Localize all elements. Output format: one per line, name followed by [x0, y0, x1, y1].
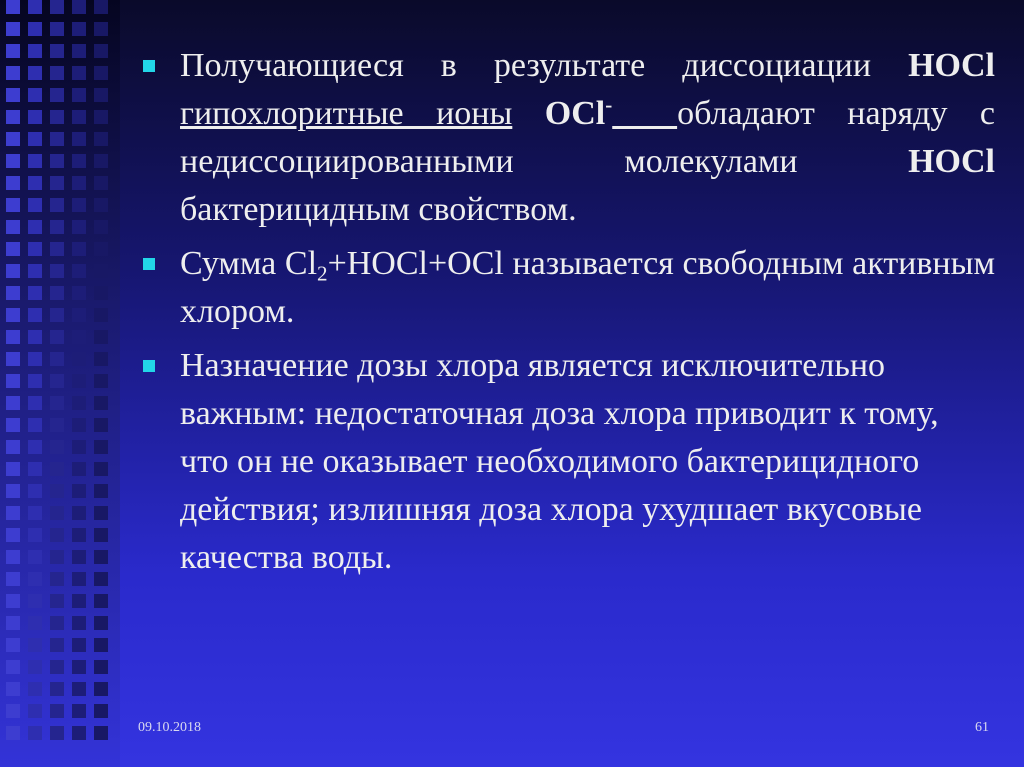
decorative-square: [72, 616, 86, 630]
decorative-square: [6, 286, 20, 300]
decorative-square: [94, 308, 108, 322]
square-column: [28, 0, 46, 748]
bullet-item-3: [140, 342, 950, 582]
bullet2-text-2: +HOCl+OCl называется свободным активным хлором.: [180, 245, 995, 330]
decorative-square: [94, 198, 108, 212]
decorative-square: [72, 352, 86, 366]
decorative-square: [6, 462, 20, 476]
decorative-square: [94, 132, 108, 146]
decorative-square: [50, 352, 64, 366]
decorative-square: [94, 660, 108, 674]
decorative-square: [6, 396, 20, 410]
decorative-square: [72, 44, 86, 58]
decorative-square: [50, 0, 64, 14]
square-column: [72, 0, 90, 748]
ocl-term: OCl: [544, 95, 606, 132]
decorative-square: [72, 286, 86, 300]
bullet3-text: Назначение дозы хлора является исключительно важным: недостаточная доза хлора приводит к тому, что он не оказывает необходимого бактерицидного действия; излишняя доза хлора ухудшает вкусовые качества воды.: [180, 347, 939, 576]
decorative-square: [50, 440, 64, 454]
decorative-square: [28, 616, 42, 630]
bullet1-text-3: бактерицидным свойством.: [180, 191, 577, 228]
decorative-square: [28, 726, 42, 740]
decorative-square: [50, 682, 64, 696]
decorative-square: [6, 264, 20, 278]
decorative-square: [94, 352, 108, 366]
decorative-square: [50, 242, 64, 256]
decorative-square: [6, 704, 20, 718]
decorative-square: [94, 396, 108, 410]
decorative-square: [72, 110, 86, 124]
decorative-square: [50, 220, 64, 234]
decorative-square: [72, 66, 86, 80]
decorative-square: [72, 682, 86, 696]
decorative-square: [50, 572, 64, 586]
decorative-square: [28, 462, 42, 476]
decorative-square: [50, 704, 64, 718]
decorative-square: [50, 550, 64, 564]
decorative-square: [72, 396, 86, 410]
decorative-square: [72, 22, 86, 36]
decorative-square: [94, 638, 108, 652]
decorative-square: [94, 220, 108, 234]
decorative-square: [50, 462, 64, 476]
decorative-square: [94, 154, 108, 168]
decorative-square: [94, 110, 108, 124]
decorative-square: [94, 440, 108, 454]
decorative-square: [6, 572, 20, 586]
decorative-square: [6, 110, 20, 124]
decorative-square: [6, 22, 20, 36]
decorative-square: [50, 660, 64, 674]
decorative-square: [6, 132, 20, 146]
decorative-square: [28, 132, 42, 146]
decorative-square: [94, 704, 108, 718]
square-column: [94, 0, 112, 748]
slide-content: [140, 42, 995, 588]
decorative-square: [72, 264, 86, 278]
square-column: [50, 0, 68, 748]
decorative-square: [72, 572, 86, 586]
decorative-square: [50, 110, 64, 124]
decorative-square: [28, 550, 42, 564]
decorative-square: [28, 220, 42, 234]
bullet-square-icon: [143, 258, 155, 270]
decorative-square: [28, 110, 42, 124]
bullet1-text-1: Получающиеся в результате диссоциации: [180, 47, 909, 84]
decorative-square: [50, 616, 64, 630]
decorative-square: [6, 682, 20, 696]
bullet-item-2: [140, 240, 995, 336]
decorative-square: [94, 682, 108, 696]
square-column: [6, 0, 24, 748]
decorative-square: [72, 374, 86, 388]
decorative-square: [72, 660, 86, 674]
cl2-subscript: 2: [317, 261, 328, 286]
decorative-square: [6, 726, 20, 740]
decorative-square: [50, 528, 64, 542]
decorative-square: [94, 176, 108, 190]
decorative-square: [72, 594, 86, 608]
decorative-square: [50, 44, 64, 58]
decorative-square: [94, 528, 108, 542]
decorative-square: [72, 132, 86, 146]
decorative-square: [50, 66, 64, 80]
decorative-square: [28, 176, 42, 190]
decorative-square: [28, 66, 42, 80]
decorative-square: [94, 484, 108, 498]
decorative-square: [72, 726, 86, 740]
bullet-square-icon: [143, 360, 155, 372]
decorative-square: [94, 22, 108, 36]
hypochlorite-ions-term: гипохлоритные ионы: [180, 95, 513, 132]
decorative-square: [94, 44, 108, 58]
decorative-square: [94, 286, 108, 300]
decorative-square-strip: [0, 0, 120, 767]
decorative-square: [28, 440, 42, 454]
decorative-square: [50, 330, 64, 344]
decorative-square: [50, 396, 64, 410]
decorative-square: [50, 198, 64, 212]
decorative-square: [94, 374, 108, 388]
decorative-square: [6, 44, 20, 58]
decorative-square: [6, 154, 20, 168]
decorative-square: [6, 0, 20, 14]
decorative-square: [6, 528, 20, 542]
ocl-charge: -: [605, 92, 613, 117]
slide-number: 61: [975, 720, 989, 735]
decorative-square: [50, 726, 64, 740]
decorative-square: [6, 638, 20, 652]
hocl-term-2: HOCl: [908, 143, 995, 180]
decorative-square: [6, 550, 20, 564]
decorative-square: [72, 638, 86, 652]
bullet1-text-2: обладают наряду с недиссоциированными молекулами: [180, 95, 996, 180]
decorative-square: [28, 704, 42, 718]
decorative-square: [28, 0, 42, 14]
decorative-square: [94, 462, 108, 476]
decorative-square: [28, 198, 42, 212]
decorative-square: [50, 286, 64, 300]
decorative-square: [72, 528, 86, 542]
decorative-square: [72, 462, 86, 476]
decorative-square: [50, 418, 64, 432]
decorative-square: [6, 374, 20, 388]
decorative-square: [28, 396, 42, 410]
decorative-square: [28, 242, 42, 256]
decorative-square: [28, 572, 42, 586]
decorative-square: [28, 506, 42, 520]
decorative-square: [6, 220, 20, 234]
decorative-square: [72, 198, 86, 212]
decorative-square: [6, 198, 20, 212]
decorative-square: [72, 418, 86, 432]
decorative-square: [50, 484, 64, 498]
space: [512, 95, 544, 132]
decorative-square: [94, 594, 108, 608]
decorative-square: [94, 242, 108, 256]
decorative-square: [50, 594, 64, 608]
decorative-square: [50, 308, 64, 322]
decorative-square: [6, 242, 20, 256]
decorative-square: [28, 264, 42, 278]
decorative-square: [28, 528, 42, 542]
decorative-square: [94, 66, 108, 80]
decorative-square: [6, 594, 20, 608]
decorative-square: [94, 616, 108, 630]
decorative-square: [94, 88, 108, 102]
decorative-square: [94, 550, 108, 564]
decorative-square: [28, 154, 42, 168]
decorative-square: [72, 484, 86, 498]
decorative-square: [6, 484, 20, 498]
decorative-square: [28, 374, 42, 388]
decorative-square: [6, 440, 20, 454]
decorative-square: [28, 330, 42, 344]
decorative-square: [6, 308, 20, 322]
decorative-square: [28, 418, 42, 432]
decorative-square: [6, 418, 20, 432]
decorative-square: [6, 88, 20, 102]
bullet-item-1: [140, 42, 995, 234]
decorative-square: [6, 660, 20, 674]
decorative-square: [72, 550, 86, 564]
decorative-square: [50, 374, 64, 388]
decorative-square: [28, 308, 42, 322]
decorative-square: [6, 66, 20, 80]
decorative-square: [72, 440, 86, 454]
decorative-square: [6, 352, 20, 366]
decorative-square: [94, 264, 108, 278]
decorative-square: [28, 484, 42, 498]
decorative-square: [28, 682, 42, 696]
decorative-square: [28, 88, 42, 102]
decorative-square: [50, 154, 64, 168]
decorative-square: [50, 506, 64, 520]
decorative-square: [6, 506, 20, 520]
bullet-square-icon: [143, 60, 155, 72]
decorative-square: [72, 704, 86, 718]
footer-date: 09.10.2018: [138, 720, 201, 735]
decorative-square: [50, 88, 64, 102]
hocl-term: HOCl: [908, 47, 995, 84]
bullet2-text-1: Сумма Cl: [180, 245, 318, 282]
decorative-square: [94, 330, 108, 344]
decorative-square: [94, 0, 108, 14]
decorative-square: [50, 264, 64, 278]
decorative-square: [94, 572, 108, 586]
decorative-square: [94, 418, 108, 432]
underline-gap: [612, 95, 677, 132]
decorative-square: [50, 176, 64, 190]
decorative-square: [50, 132, 64, 146]
decorative-square: [72, 0, 86, 14]
decorative-square: [72, 154, 86, 168]
decorative-square: [28, 44, 42, 58]
decorative-square: [72, 242, 86, 256]
decorative-square: [72, 506, 86, 520]
decorative-square: [72, 220, 86, 234]
decorative-square: [28, 638, 42, 652]
decorative-square: [94, 506, 108, 520]
decorative-square: [50, 638, 64, 652]
decorative-square: [28, 352, 42, 366]
decorative-square: [72, 308, 86, 322]
decorative-square: [50, 22, 64, 36]
decorative-square: [28, 660, 42, 674]
decorative-square: [6, 330, 20, 344]
decorative-square: [94, 726, 108, 740]
decorative-square: [28, 286, 42, 300]
decorative-square: [6, 616, 20, 630]
decorative-square: [28, 22, 42, 36]
decorative-square: [72, 330, 86, 344]
decorative-square: [6, 176, 20, 190]
decorative-square: [28, 594, 42, 608]
decorative-square: [72, 88, 86, 102]
decorative-square: [72, 176, 86, 190]
